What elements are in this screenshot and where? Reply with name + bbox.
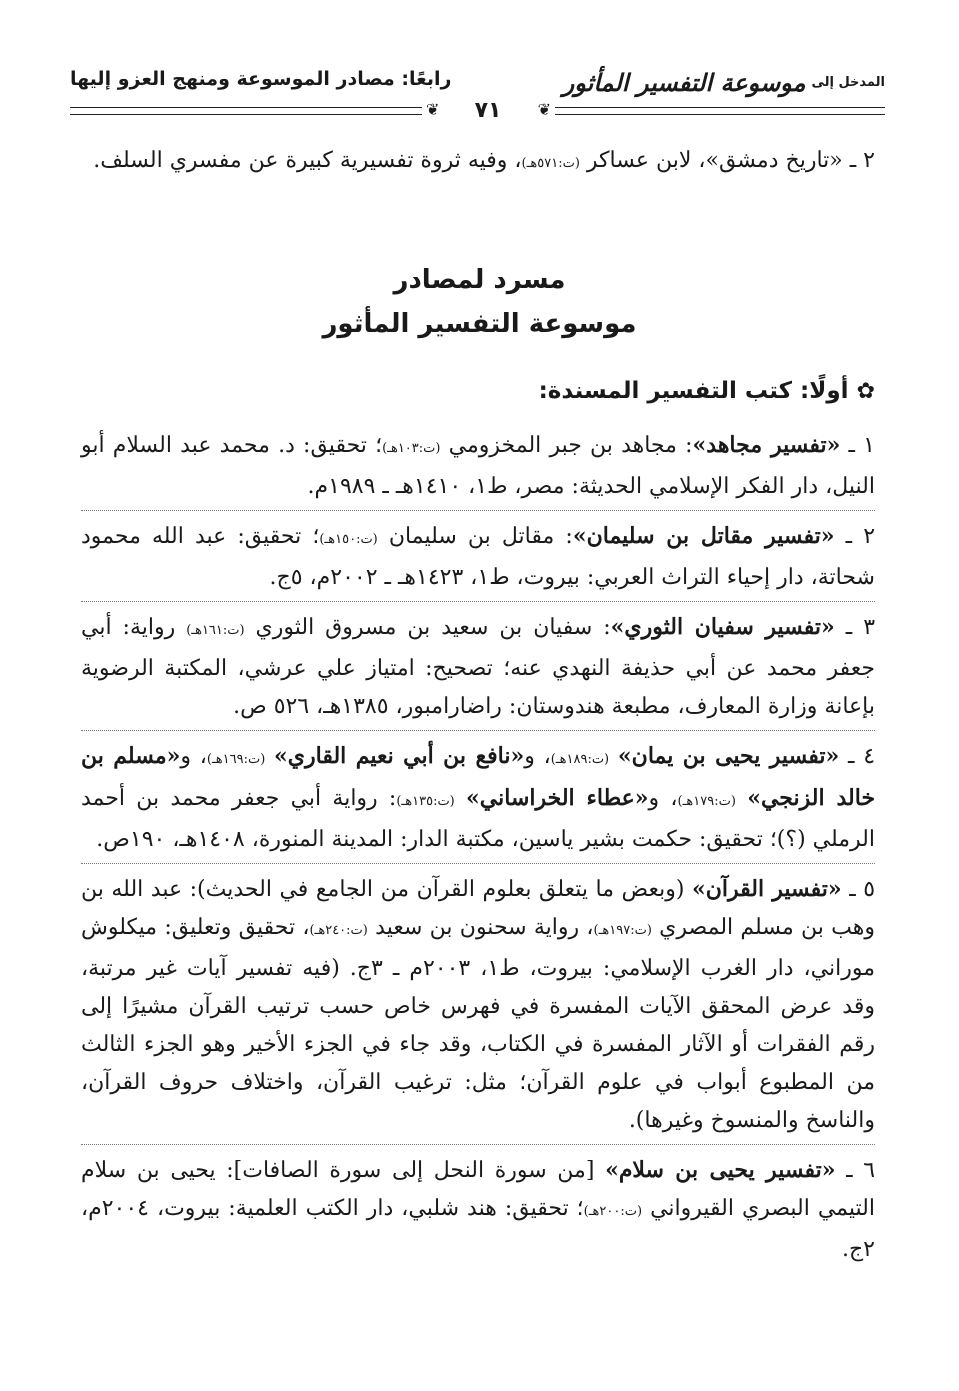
header-rule-right	[555, 107, 885, 115]
entry-details: ، تحقيق وتعليق: ميكلوش موراني، دار الغرب الإسلامي: بيروت، ط١، ٢٠٠٣م ـ ٣ج. (فيه تفسير آيات غير مرتبة، وقد عرض المحقق الآيات المفسرة في فهرس خاص حسب ترتيب القرآن مشيرًا إلى رقم الفقرات أو الآثار المفسرة في الكتاب، وقد جاء في الجزء الأخير وهو الجزء الثالث من المطبوع أبواب في علوم القرآن؛ مثل: ترغيب القرآن، واختلاف حروف القرآن، والناسخ والمنسوخ وغيرها).	[81, 915, 875, 1133]
title-line-2: موسوعة التفسير المأثور	[322, 309, 637, 339]
entry-title: «تفسير القرآن»	[691, 876, 842, 902]
death-date: (ت:١٥٠هـ)	[319, 532, 378, 547]
death-date: (ت:١٩٧هـ)	[593, 923, 652, 938]
entry-number: ١ ـ	[840, 433, 875, 458]
entry-title: «تفسير مجاهد»	[692, 432, 841, 458]
entry-5	[81, 870, 875, 1140]
series-title: موسوعة التفسير المأثور	[562, 68, 806, 97]
entry-separator	[81, 1144, 875, 1145]
header-rule	[70, 98, 885, 123]
death-date: (ت:٢٤٠هـ)	[309, 923, 368, 938]
intro-paragraph-block	[81, 142, 875, 183]
entry-1	[81, 426, 875, 506]
entry-author: : سفيان بن سعيد بن مسروق الثوري	[244, 615, 611, 640]
entry-author: : مقاتل بن سليمان	[377, 524, 573, 549]
running-header	[70, 58, 885, 128]
death-date: (ت:١٦١هـ)	[186, 623, 245, 638]
entry-details: رواية: أبي جعفر محمد عن أبي حذيفة النهدي عنه؛ تصحيح: امتياز علي عرشي، المكتبة الرضوية بإعانة وزارة المعارف، مطبعة هندوستان: راضارامبور، ١٣٨٥هـ، ٥٢٦ ص.	[81, 615, 875, 719]
death-date: (ت:١٣٥هـ)	[396, 794, 455, 809]
chapter-title: رابعًا: مصادر الموسوعة ومنهج العزو إليها	[70, 68, 452, 90]
death-date: (ت:١٨٩هـ)	[550, 752, 610, 767]
entry-title: «نافع بن أبي نعيم القاري»	[274, 743, 525, 769]
intro-rest: ، وفيه ثروة تفسيرية كبيرة عن مفسري السلف.	[93, 148, 522, 173]
entry-separator	[81, 601, 875, 602]
entry-number: ٥ ـ	[841, 877, 876, 902]
entry-author: [من سورة النحل إلى سورة الصافات]: يحيى بن سلام التيمي البصري القيرواني	[81, 1158, 875, 1221]
entry-2	[81, 517, 875, 597]
entry-6	[81, 1151, 875, 1269]
entry-title: «مسلم بن خالد الزنجي»	[81, 743, 876, 811]
entry-number: ٦ ـ	[835, 1158, 876, 1183]
death-date: (ت:٥٧١هـ)	[521, 156, 580, 171]
entry-details: : رواية أبي جعفر محمد بن أحمد الرملي (؟)؛ تحقيق: حكمت بشير ياسين، مكتبة الدار: المدينة المنورة، ١٤٠٨هـ، ١٩٠ص.	[81, 786, 875, 852]
series-prefix: المدخل إلى	[811, 75, 885, 90]
entry-title: «تفسير سفيان الثوري»	[610, 614, 835, 640]
death-date: (ت:١٦٩هـ)	[206, 752, 266, 767]
entry-3	[81, 608, 875, 726]
section-heading	[539, 378, 875, 404]
death-date: (ت:١٧٩هـ)	[677, 794, 736, 809]
entry-narrator: ، رواية سحنون بن سعيد	[367, 915, 594, 940]
entries-list	[81, 426, 875, 1269]
main-title	[0, 258, 959, 346]
entry-separator	[81, 510, 875, 511]
entry-details: ؛ تحقيق: هند شلبي، دار الكتب العلمية: بيروت، ٢٠٠٤م، ٢ج.	[81, 1196, 875, 1262]
ornament-icon: ❦	[426, 100, 440, 119]
title-line-1: مسرد لمصادر	[393, 265, 566, 295]
entry-author: : مجاهد بن جبر المخزومي	[440, 433, 693, 458]
entry-author: (وبعض ما يتعلق بعلوم القرآن من الجامع في الحديث): عبد الله بن وهب بن مسلم المصري	[81, 877, 875, 940]
entry-number: ٢ ـ	[834, 524, 876, 549]
intro-lead: ٢ ـ «تاريخ دمشق»، لابن عساكر	[586, 148, 875, 173]
entry-title: «تفسير يحيى بن يمان»	[617, 743, 840, 769]
entry-separator	[81, 730, 875, 731]
entry-details: ؛ تحقيق: د. محمد عبد السلام أبو النيل، دار الفكر الإسلامي الحديثة: مصر، ط١، ١٤١٠هـ ـ ١٩٨٩م.	[81, 433, 875, 499]
connector: ، و	[524, 744, 551, 769]
page-number: ٧١	[474, 98, 502, 123]
entry-separator	[81, 863, 875, 864]
ornament-icon: ❦	[537, 100, 551, 119]
entry-number: ٣ ـ	[834, 615, 876, 640]
section-heading-text: أولًا: كتب التفسير المسندة:	[538, 378, 849, 404]
death-date: (ت:٢٠٠هـ)	[583, 1204, 643, 1219]
death-date: (ت:١٠٣هـ)	[382, 441, 441, 456]
connector: ، و	[180, 744, 207, 769]
flower-icon: ✿	[856, 378, 875, 404]
entry-4	[81, 737, 875, 859]
intro-paragraph	[81, 142, 875, 183]
entry-title: «تفسير يحيى بن سلام»	[605, 1157, 836, 1183]
entry-number: ٤ ـ	[839, 744, 876, 769]
book-series-title	[563, 68, 885, 97]
entry-title: «تفسير مقاتل بن سليمان»	[572, 523, 835, 549]
header-rule-left	[70, 107, 422, 115]
entry-title: «عطاء الخراساني»	[466, 785, 649, 811]
entry-details: ؛ تحقيق: عبد الله محمود شحاتة، دار إحياء التراث العربي: بيروت، ط١، ١٤٢٣هـ ـ ٢٠٠٢م، ٥ج.	[81, 524, 875, 590]
connector: ، و	[648, 786, 678, 811]
